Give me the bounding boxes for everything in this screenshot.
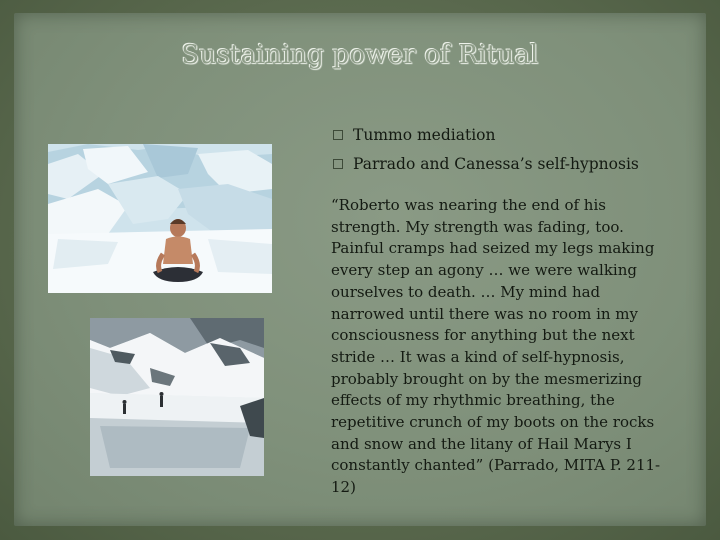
snowy-hikers-photo: [90, 318, 264, 476]
bullet-list: [333, 122, 703, 180]
square-bullet-icon: [333, 130, 343, 140]
square-bullet-icon: [333, 159, 343, 169]
bullet-item-self-hypnosis: [333, 151, 703, 177]
slide-title: Sustaining power of Ritual: [181, 40, 539, 70]
meditation-ice-illustration: [48, 144, 272, 293]
meditation-ice-photo: [48, 144, 272, 293]
bullet-label: Tummo mediation: [353, 126, 496, 144]
bullet-item-tummo: [333, 122, 703, 148]
quote-text: “Roberto was nearing the end of his strength. My strength was fading, too. Painful cramps had seized my legs making every step an agony … we were walking ourselves to death. … My mind had narrowed until there was no room in my consciousness for anything but the next stride … It was a kind of self-hypnosis, probably brought on by the mesmerizing effects of my rhythmic breathing, the repetitive crunch of my boots on the rocks and snow and the litany of Hail Marys I constantly chanted” (Parrado, MITA P. 211-12): [331, 196, 661, 497]
snowy-landscape-illustration: [90, 318, 264, 476]
bullet-label: Parrado and Canessa’s self-hypnosis: [353, 155, 639, 173]
